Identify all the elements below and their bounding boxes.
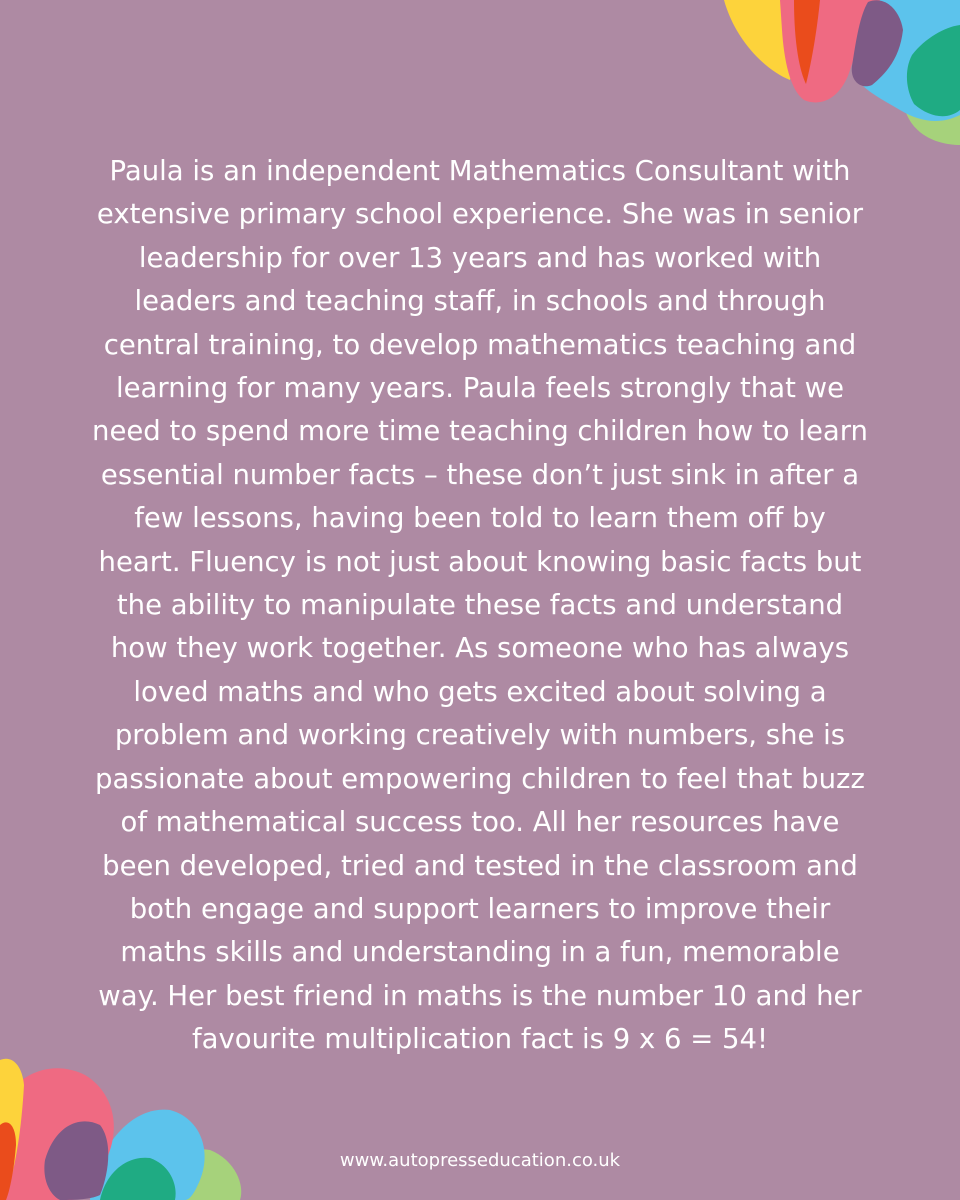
bottom-left-shape-cluster [0,1059,241,1200]
bio-paragraph: Paula is an independent Mathematics Consultant with extensive primary school experience. She was in senior leadership for over 13 years and has worked with leaders and teaching staff, in schools and through central training, to develop mathematics teaching and learning for many years. Paula feels strongly that we need to spend more time teaching children how to learn essential number facts – these don’t just sink in after a few lessons, having been told to learn them off by heart. Fluency is not just about knowing basic facts but the ability to manipulate these facts and understand how they work together. As someone who has always loved maths and who gets excited about solving a problem and working creatively with numbers, she is passionate about empowering children to feel that buzz of mathematical success too. All her resources have been developed, tried and tested in the classroom and both engage and support learners to improve their maths skills and understanding in a fun, memorable way. Her best friend in maths is the number 10 and her favourite multiplication fact is 9 x 6 = 54! [92,155,868,1056]
yellow-shape [0,1059,24,1200]
yellow-shape [724,0,800,80]
top-right-shape-cluster [724,0,960,145]
orange-shape [794,0,820,84]
light-green-shape [905,72,960,145]
purple-shape [852,0,903,86]
pink-shape [780,0,880,102]
website-url[interactable]: www.autopresseducation.co.uk [339,1150,621,1171]
blue-shape [852,0,960,121]
green-shape [907,25,960,116]
pink-shape [0,1068,114,1200]
